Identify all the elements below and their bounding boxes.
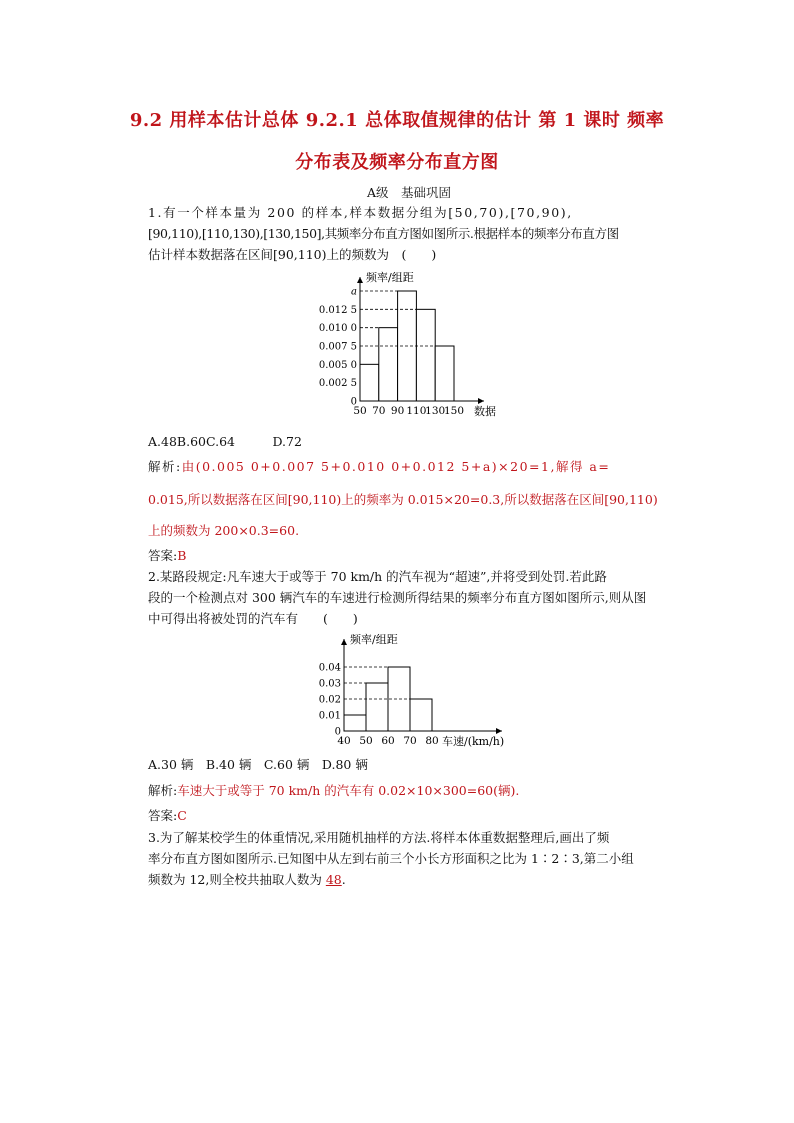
chart1-y-axis-label: 频率/组距 xyxy=(366,271,414,284)
chart2-x-arrow xyxy=(496,728,502,734)
q3-end: . xyxy=(341,872,346,887)
q1-analysis-line-3: 上的频数为 200×0.3=60. xyxy=(148,523,300,538)
q3-text-line-2: 率分布直方图如图所示.已知图中从左到右前三个小长方形面积之比为 1∶2∶3,第二小组 xyxy=(148,851,634,866)
chart1-x-tick-label: 110 xyxy=(406,405,427,417)
chart1-bar xyxy=(435,346,454,401)
chart2-x-axis-label: 车速/(km/h) xyxy=(442,735,505,748)
q2-analysis-label: 解析: xyxy=(148,783,178,798)
chart1-x-tick-label: 70 xyxy=(372,405,386,417)
chart1-y-arrow xyxy=(357,277,363,283)
q3-text-3: 频数为 12,则全校共抽取人数为 xyxy=(148,872,326,887)
histogram-chart-2 xyxy=(316,628,516,758)
chart1-x-arrow xyxy=(478,398,484,404)
q1-analysis-line-1 xyxy=(148,457,610,475)
q2-analysis-text: 车速大于或等于 70 km/h 的汽车有 0.02×10×300=60(辆). xyxy=(177,783,520,798)
q3-text-line-3 xyxy=(148,870,346,888)
q1-answer-label: 答案: xyxy=(148,548,178,563)
chart2-x-tick-label: 80 xyxy=(425,735,439,747)
chart1-x-tick-label: 150 xyxy=(443,405,465,417)
chart1-y-tick-label: a xyxy=(351,286,357,298)
chart2-y-tick-label: 0.04 xyxy=(318,662,341,674)
q2-text-line-2: 段的一个检测点对 300 辆汽车的车速进行检测所得结果的频率分布直方图如图所示,则从图 xyxy=(148,590,647,605)
chart1-x-axis-label: 数据 xyxy=(474,405,496,418)
q2-answer-value: C xyxy=(177,808,187,823)
chart1-bar xyxy=(416,309,435,401)
q2-answer-label: 答案: xyxy=(148,808,178,823)
q3-text-line-1: 3.为了解某校学生的体重情况,采用随机抽样的方法.将样本体重数据整理后,画出了频 xyxy=(148,830,610,845)
histogram-chart-1 xyxy=(318,268,518,418)
page-title-line-1: 9.2 用样本估计总体 9.2.1 总体取值规律的估计 第 1 课时 频率 xyxy=(129,110,665,131)
q2-text-line-1: 2.某路段规定:凡车速大于或等于 70 km/h 的汽车视为“超速”,并将受到处罚.若此路 xyxy=(148,569,607,584)
q1-analysis-label: 解析: xyxy=(148,459,182,474)
page-title-line-2: 分布表及频率分布直方图 xyxy=(295,152,499,173)
chart2-y-axis-label: 频率/组距 xyxy=(350,633,398,646)
q1-text-line-3: 估计样本数据落在区间[90,110)上的频数为 ( ) xyxy=(148,247,437,262)
chart1-y-tick-label: 0.010 0 xyxy=(318,323,357,335)
chart2-x-tick-label: 40 xyxy=(337,735,351,747)
chart1-x-tick-label: 90 xyxy=(390,405,405,417)
chart1-x-tick-label: 50 xyxy=(353,405,367,417)
q1-analysis-line-2: 0.015,所以数据落在区间[90,110)上的频率为 0.015×20=0.3,所以数据落在区间[90,110) xyxy=(148,492,658,507)
q2-text-line-3: 中可得出将被处罚的汽车有 ( ) xyxy=(148,611,358,626)
chart1-bar xyxy=(360,364,379,401)
chart2-y-tick-label: 0.03 xyxy=(318,678,341,690)
q2-analysis xyxy=(148,781,519,799)
chart1-y-tick-label: 0.002 5 xyxy=(318,378,357,390)
chart1-bar xyxy=(379,328,398,401)
chart2-x-tick-label: 50 xyxy=(359,735,373,747)
chart2-x-tick-label: 70 xyxy=(403,735,417,747)
chart2-y-tick-label: 0 xyxy=(334,726,341,738)
chart2-x-tick-label: 60 xyxy=(381,735,395,747)
q1-analysis-text-1: 由(0.005 0+0.007 5+0.010 0+0.012 5+a)×20=1,解得 a= xyxy=(181,459,611,474)
chart2-y-tick-label: 0.01 xyxy=(318,710,341,722)
q2-options: A.30 辆 B.40 辆 C.60 辆 D.80 辆 xyxy=(148,757,368,772)
q1-answer xyxy=(148,546,186,564)
q1-answer-value: B xyxy=(177,548,187,563)
chart1-y-tick-label: 0.012 5 xyxy=(318,304,357,316)
chart1-y-tick-label: 0.007 5 xyxy=(318,341,357,353)
level-heading: A级 基础巩固 xyxy=(367,185,452,200)
q1-options: A.48B.60C.64 D.72 xyxy=(148,434,302,449)
chart1-y-tick-label: 0.005 0 xyxy=(318,359,357,371)
chart2-bar xyxy=(410,699,432,731)
q1-text-line-2: [90,110),[110,130),[130,150],其频率分布直方图如图所示.根据样本的频率分布直方图 xyxy=(148,226,619,241)
chart2-y-arrow xyxy=(341,639,347,645)
q1-text-line-1: 1.有一个样本量为 200 的样本,样本数据分组为[50,70),[70,90), xyxy=(148,205,573,220)
chart1-y-tick-label: 0 xyxy=(350,396,357,408)
q2-answer xyxy=(148,806,187,824)
chart2-bar xyxy=(344,715,366,731)
q3-answer-value: 48 xyxy=(325,872,342,887)
chart2-bar xyxy=(366,683,388,731)
chart2-y-tick-label: 0.02 xyxy=(318,694,341,706)
chart1-x-tick-label: 130 xyxy=(425,405,446,417)
